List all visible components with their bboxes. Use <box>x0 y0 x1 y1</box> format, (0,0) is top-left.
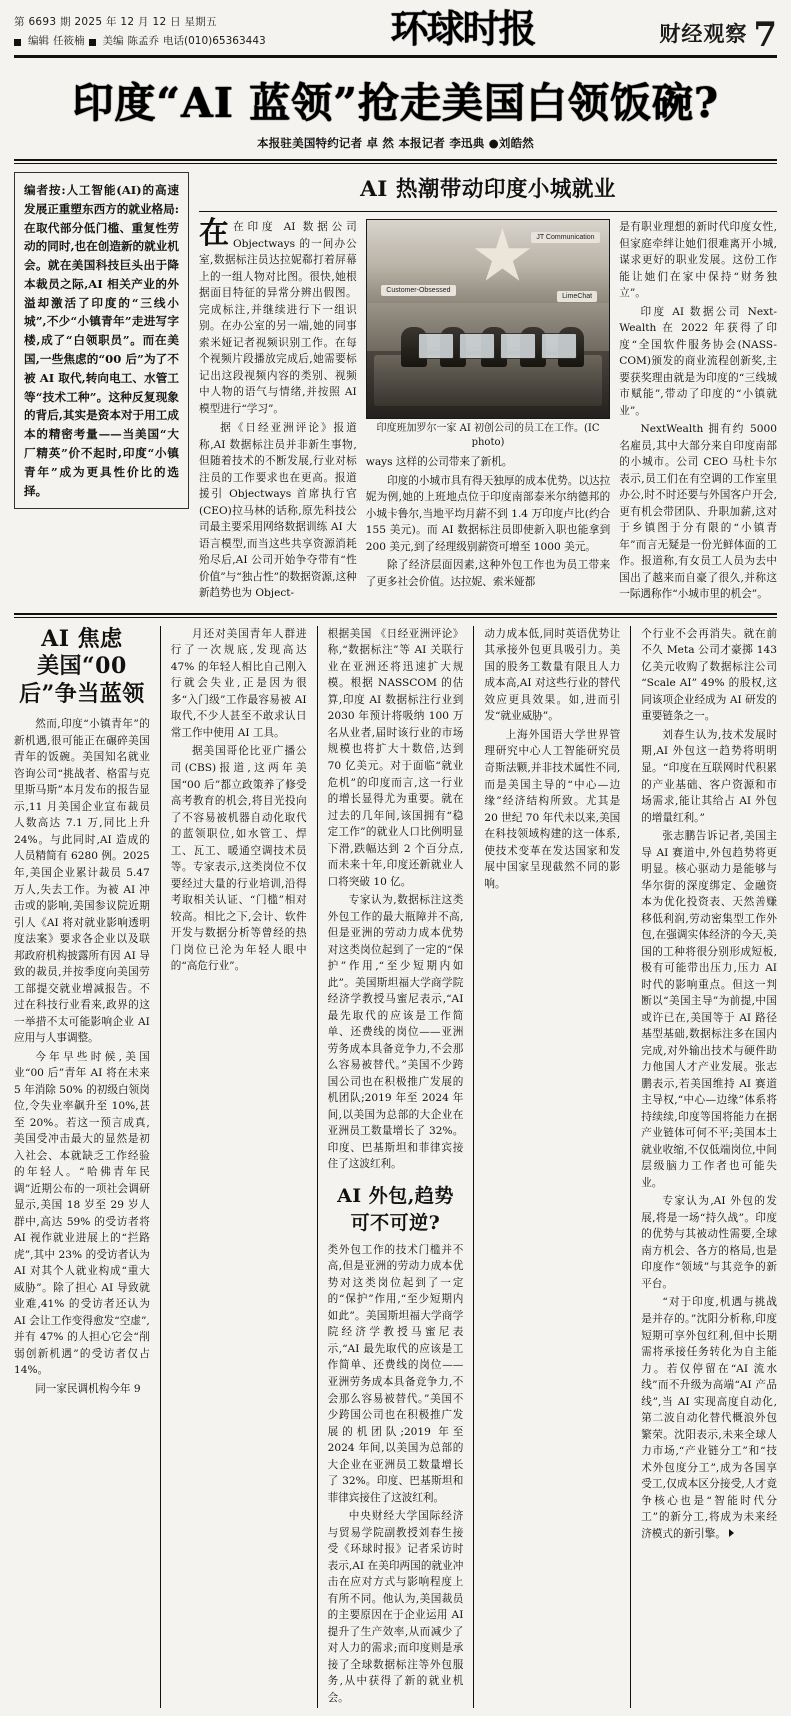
article1-col2 <box>366 219 611 605</box>
photo-sign-2: Customer-Obsessed <box>381 285 455 296</box>
photo-monitor-1 <box>418 333 454 359</box>
end-marker-icon <box>729 1529 734 1537</box>
article2-col3-body <box>328 1242 464 1706</box>
masthead-rule <box>14 55 777 58</box>
square-bullet-icon-2 <box>89 39 96 46</box>
article2-col3-top <box>328 626 464 1173</box>
photo-monitor-3 <box>500 333 536 359</box>
section-divider-2 <box>14 617 777 618</box>
article1-col3-text3: NextWealth 拥有约 5000 名雇员,其中大部分来自印度南部的小城市。公司 CEO 马杜卡尔表示,员工们在有空调的工作室里办公,时不时还要与外国客户开会,更有机会带团队、升职加薪,这对于乡镇图于分有限的“小镇青年”而言无疑是一份光鲜体面的工作。报道称,有女员工人员为去中国出了越来而自豪了很久,并称这一际遇称作“小城市里的机会”。 <box>619 423 777 601</box>
article2-col5-body <box>641 626 777 1542</box>
article2-col2-text2: 据美国哥伦比亚广播公司(CBS)报道,这两年美国“00 后”都立政策养了修受高考教育的机会,将目光投向了不容易被机器自动化取代的蓝领职位,如水管工、焊工、瓦工、暖通空调技术员等。专家表示,这类岗位不仅要经过大量的行业培训,沿得考取相关认证、“门槛”相对较高。相比之下,会计、软件开发与数据分析等曾经的热门岗位已沦为年轻人眼中的“高危行业”。 <box>170 745 307 973</box>
newspaper-logo: 环球时报 <box>390 6 535 51</box>
article1-col1-p2 <box>199 420 357 602</box>
article1-col3-text2: 印度 AI 数据公司 Next-Wealth 在 2022 年获得了印度“全国软件服务协会(NASS-COM)颁发的商业流程创新奖,主要获奖理由就是为印度的“三线城市赋能”,带动了印度的“小镇就业”。 <box>619 305 777 417</box>
designer-label: 美编 <box>102 35 124 48</box>
article2-col5 <box>641 626 777 1708</box>
article2-col5-text3: 张志鹏告诉记者,美国主导 AI 赛道中,外包趋势将更明显。核心驱动力是能够与华尔街的深度绑定、金融资本为优化投资表、天然善赚移低利润,劳动密集型工作外包,在强调实体经济的今天,美国的工种将很分别形成短板,极有可能带出压力,压力 AI 时代的影响重点。但这一判断以“美国主导”为前提,中国或许已在,美国等于 AI 路径基型基础,数据标注多在国内完成,对外输出技术与硬件助力他国人才产业发展。张志鹏表示,若美国维持 AI 赛道主导权,“中心—边缘”体系将持续续,印度等国将能力在据产业链体可何不平;美国本土就业收缩,不仅低端岗位,中间层级脑力工作者也可能失业。 <box>641 830 777 1189</box>
article2-col2-body <box>171 626 307 975</box>
article2-col3-text4: 中央财经大学国际经济与贸易学院副教授刘春生接受《环球时报》记者采访时表示,AI 在美印两国的就业冲击在应对方式与影响程度上有所不同。他认为,美国裁员的主要原因在于企业运用 AI 提升了生产效率,从而减少了对人力的需求;而印度则是承接了全球数据标注等外包服务,从中获得了新的就业机会。 <box>327 1510 464 1704</box>
square-bullet-icon <box>14 39 21 46</box>
article2-title-line2: 美国“00 后”争当蓝领 <box>19 653 145 707</box>
article1-col1-p1 <box>199 216 357 417</box>
article2-col5-text1: 个行业不会再消失。就在前不久 Meta 公司才豪掷 143 亿美元收购了数据标注公司 “Scale AI” 49% 的股权,这同该项企业经成为 AI 研发的重要链条之一。 <box>641 627 777 723</box>
article1-col1-text1: 在印度 AI 数据公司 Objectways 的一间办公室,数据标注员达拉妮郗打着屏幕上的一组人物对比图。很快,她根据面目特征的异常分辨出假图。完成标注,并继续进行下一组识别。在办公室的另一端,她的同事索米娅记者视频识别工作。在每个视频片段播放完成后,她需要标记出这段视频内容的类别、视频中人物的语气与情绪,并按照 AI 模型进行“学习”。 <box>199 221 357 415</box>
article2-col3-text3: 类外包工作的技术门槛并不高,但是亚洲的劳动力成本优势对这类岗位起到了一定的“保护”作用,“至少短期内如此”。美国斯坦福大学商学院经济学教授马蜜尼表示,“AI 最先取代的应该是工作简单、还费线的岗位——亚洲劳务成本具备竞争力,不会那么容易被替代。”美国不少跨国公司也在积极推广发展的机团队;2019 年至 2024 年间,以美国为总部的大企业在亚洲员工数量增长了 32%。印度、巴基斯坦和菲律宾接住了这波红利。 <box>327 1243 464 1504</box>
column-divider-3 <box>473 626 474 1708</box>
dropcap: 在 <box>199 216 229 251</box>
masthead-right <box>659 15 777 56</box>
section-divider <box>14 613 777 615</box>
article2-col3 <box>328 626 464 1708</box>
article2-col4-top <box>484 626 620 892</box>
masthead <box>14 6 777 56</box>
article1-rule <box>199 211 777 212</box>
photo-sign-1: JT Communication <box>531 232 599 243</box>
article1-photo-wrap <box>366 219 611 419</box>
article2-subheading: AI 外包,趋势可不可逆? <box>337 1184 454 1234</box>
article2-col2-text1: 月还对美国青年人群进行了一次规底,发现高达 47% 的年轻人相比自己刚入行就会失业,正是因为很多“入门级”工作最容易被 AI 取代,不少人甚至不敢求认日常工作中使用 AI 工具。 <box>170 627 307 739</box>
article2-col4-text1: 动力成本低,同时英语优势让其承接外包更具吸引力。美国的股务工数量有限且人力成本高,AI 对这些行业的替代效应更具效果。如,进而引发“就业威胁”。 <box>484 627 621 723</box>
article1-col1-text2: 据《日经亚洲评论》报道称,AI 数据标注员并非新生事物,但随着技术的不断发展,行业对标注员的工作要求也在更高。报道援引 Objectways 首席执行官(CEO)拉马林的话称,原先科技公司最主要采用网络数据训练 AI 大语言模型,而当这些共享资源消耗殆尽后,AI 公司开始争夺带有“性价值”与“独占性”的数据资源,这种新趋势也为 Object- <box>199 422 357 600</box>
article2-col1-body <box>14 716 150 1397</box>
photo-sign-3: LimeChat <box>557 291 597 302</box>
editor-note-box: 编者按:人工智能(AI)的高速发展正重塑东西方的就业格局:在取代部分低门槛、重复性劳动的同时,也在创造新的就业机会。就在美国科技巨头出于降本裁员之际,AI 相关产业的外溢却激活了印度的“三线小城”,不少“小镇青年”走进写字楼,成了“白领职员”。而在美国,一些焦虑的“00 后”为了不被 AI 取代,转向电工、水管工等“技术工种”。这种反复现象的背后,其实是资本对于用工成本的精密考量——当美国“大厂精英”价不起时,印度“小镇青年”成为更具性价比的选择。 <box>14 172 189 509</box>
article2-title <box>14 626 150 709</box>
article2-col3-text1: 根据美国 《日经亚洲评论》称,“数据标注”等 AI 关联行业在亚洲还将迅速扩大规模。根据 NASSCOM 的估算,印度 AI 数据标注行业到 2030 年预计将吸纳 100 万名从业者,届时该行业的市场规模也将扩大十数倍,达到 70 亿美元。对于面临“就业危机”的印度而言,这一行业的增长显得尤为重要。就在过去的几年间,该国拥有“稳定工作”的就业人口比例明显下滑,跌幅达到 2 个百分点,而未来十年,印度还新就业人口将突破 10 亿。 <box>327 627 464 888</box>
article1-photo-caption: 印度班加罗尔一家 AI 初创公司的员工在工作。(IC photo) <box>376 423 600 448</box>
editor-name: 任筱楠 <box>53 35 85 48</box>
article1-col2-text1: ways 这样的公司带来了新机。 <box>365 456 513 468</box>
column-divider-2 <box>317 626 318 1708</box>
issue-line: 第 6693 期 2025 年 12 月 12 日 星期五 <box>14 15 217 28</box>
headline-rule <box>14 159 777 164</box>
top-block <box>14 172 777 605</box>
article2-col1-text1: 然而,印度“小镇青年”的新机遇,很可能正在碾碎美国青年的饭碗。美国知名就业咨询公司“挑战者、格雷与克里斯马斯”本月发布的报告显示,11 月美国企业宣布裁员人数高达 7.1 万,同比上升 24%。与此同时,AI 造成的人员精简有 6280 例。2025 年,美国企业累计裁员 5.47 万人,失去工作。为被 AI 冲击或的影响,美国参议院近期引人《AI 将对就业影响透明度法案》要求各企业以及联邦政府机构披露所有因 AI 导致的裁员,并按季度向美国劳工部提交就业增减报告。不过在科技行业看来,政界的这一举措不太可能影响企业 AI 应用与人事调整。 <box>14 718 150 1045</box>
article1-photo <box>366 219 611 419</box>
article2-col5-text5 <box>641 1294 777 1542</box>
article2 <box>14 626 777 1708</box>
section-title: 财经观察 <box>659 21 748 46</box>
article2-col3-text2: 专家认为,数据标注这类外包工作的最大瓶障并不高,但是亚洲的劳动力成本优势对这类岗位起到了一定的“保护”作用,“至少短期内如此”。美国斯坦福大学商学院经济学教授马蜜尼表示,“AI 最先取代的应该是工作简单、还费线的岗位——亚洲劳务成本具备竞争力,不会那么容易被替代。”美国不少跨国公司也在积极推广发展的机团队;2019 年至 2024 年间,以美国为总部的大企业在亚洲员工数量增长了 32%。印度、巴基斯坦和菲律宾接住了这波红利。 <box>327 894 464 1171</box>
phone-number: 电话(010)65363443 <box>163 35 266 48</box>
article1-columns <box>199 216 777 605</box>
article1-title: AI 热潮带动印度小城就业 <box>360 177 616 202</box>
article2-col5-text2: 刘春生认为,技术发展时期,AI 外包这一趋势将明明显。“印度在互联网时代积累的产业基础、客户资源和市场需求,能让其给占 AI 外包的增量红利。” <box>641 728 777 824</box>
credits-line <box>14 34 266 50</box>
byline: 本报驻美国特约记者 卓 然 本报记者 李迅典 ●刘皓然 <box>257 136 534 150</box>
article2-col4 <box>484 626 620 1708</box>
article2-col5-text4: 专家认为,AI 外包的发展,将是一场“持久战”。印度的优势与其被动性需要,全球南方机会、各方的格局,也是印度作“领域”与其竞争的新平台。 <box>641 1195 777 1290</box>
photo-monitor-4 <box>541 333 577 359</box>
article1-col1 <box>199 216 357 605</box>
article1-col3-body <box>619 219 777 603</box>
column-divider-4 <box>630 626 631 1708</box>
article2-col4-text2: 上海外国语大学世界管理研究中心人工智能研究员奇斯法颗,并非技术属性不同,而是美国主导的“中心—边缘”经济结构所致。尤其是 20 世纪 70 年代未以来,美国在科技领域构建的这一体系,使技术变革在发达国家和发展中国家呈现截然不同的影响。 <box>484 728 621 890</box>
article1-col2-text3: 除了经济层面因素,这种外包工作也为员工带来了更多社会价值。达拉妮、索米娅都 <box>365 559 611 588</box>
article2-col1-text3: 同一家民调机构今年 9 <box>35 1382 141 1395</box>
page-number: 7 <box>753 15 777 56</box>
article2-col1-text2: 今年早些时候,美国业“00 后”青年 AI 将在未来 5 年消除 50% 的初级白领岗位,令失业率飙升至 10%,甚至 20%。若这一预言成真,美国受冲击最大的显然是初入社会、本就缺乏工作经验的年轻人。“哈佛青年民调”近期公布的一项社会调研显示,美国 18 岁至 29 岁人群中,高达 59% 的受访者将 AI 视作就业进展上的“拦路虎”,其中 23% 的受访者认为 AI 对其个人就业构成“重大威胁”。除了担心 AI 导致就业难,41% 的受访者还认为 AI 会让工作变得愈发“空虚”,并有 47% 的人担心它会“削弱创新机遇”的受访者仅占 14%。 <box>14 1050 150 1377</box>
photo-monitor-2 <box>459 333 495 359</box>
article1-col3 <box>619 219 777 605</box>
article1-col3-text1: 是有职业理想的新时代印度女性,但家庭牵绊让她们很难离开小城,谋求更好的职业发展。这份工作能让她们在家中保持“财务独立”。 <box>619 221 777 300</box>
designer-name: 陈孟乔 <box>127 35 159 48</box>
article2-col1 <box>14 626 150 1708</box>
masthead-left <box>14 15 266 51</box>
article2-col2 <box>171 626 307 1708</box>
article2-col5-text5-span: “对于印度,机遇与挑战是并存的。”沈阳分析称,印度短期可享外包红利,但中长期需将承接任务转化为自主能力。若仅停留在“AI 流水线”而不升级为高端“AI 产品线”,当 AI 实现高度自动化,第二波自动化替代概浪外包繁荣。沈阳表示,未来全球人力市场,“产业链分工”和“技术外包度分工”,成为各国享受工,仅成本区分接受,人才竟争核心也是“智能时代分工”的新分工,将成为未来经济模式的新引擎。 <box>641 1296 777 1540</box>
editor-label: 编辑 <box>28 35 49 48</box>
main-headline: 印度“AI 蓝领”抢走美国白领饭碗? <box>72 79 719 127</box>
article1 <box>199 172 777 605</box>
column-divider-1 <box>160 626 161 1708</box>
article2-title-line1: AI 焦虑 <box>41 625 123 652</box>
article1-col2-body <box>366 454 611 590</box>
article1-col2-text2: 印度的小城市具有得天独厚的成本优势。以达拉妮为例,她的上班地点位于印度南部泰米尔纳德邦的小城卡鲁尔,当地平均月薪不到 1.4 万印度卢比(约合 155 美元)。而 AI 数据标注员即使新入职也能拿到 200 美元,到了经理级别薪资可增至 1000 美元。 <box>365 474 611 553</box>
